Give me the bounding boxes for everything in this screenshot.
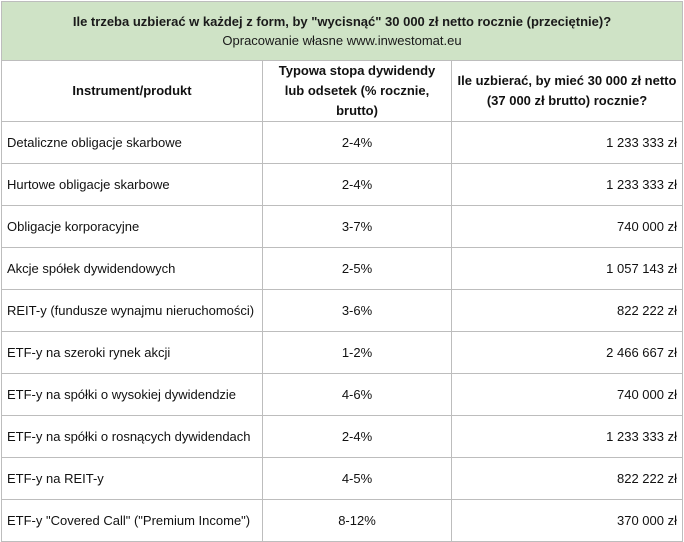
dividend-table [1,1,683,542]
cell-instrument: Obligacje korporacyjne [2,206,263,248]
table-row [2,248,683,290]
cell-instrument: ETF-y na REIT-y [2,458,263,500]
cell-rate: 2-4% [263,164,452,206]
header-rate: Typowa stopa dywidendy lub odsetek (% rocznie, brutto) [263,61,452,122]
cell-rate: 2-4% [263,416,452,458]
title-row [2,2,683,61]
table-row [2,332,683,374]
title-main: Ile trzeba uzbierać w każdej z form, by "wycisnąć" 30 000 zł netto rocznie (przeciętnie)? [72,14,612,29]
cell-amount: 2 466 667 zł [452,332,683,374]
cell-instrument: ETF-y na spółki o wysokiej dywidendzie [2,374,263,416]
cell-amount: 1 233 333 zł [452,122,683,164]
cell-amount: 740 000 zł [452,374,683,416]
cell-rate: 2-4% [263,122,452,164]
cell-instrument: REIT-y (fundusze wynajmu nieruchomości) [2,290,263,332]
cell-instrument: ETF-y na szeroki rynek akcji [2,332,263,374]
table-title [2,2,683,61]
cell-instrument: Detaliczne obligacje skarbowe [2,122,263,164]
header-amount: Ile uzbierać, by mieć 30 000 zł netto (37 000 zł brutto) rocznie? [452,61,683,122]
table-row [2,500,683,542]
cell-amount: 740 000 zł [452,206,683,248]
table-row [2,206,683,248]
cell-rate: 3-6% [263,290,452,332]
cell-rate: 2-5% [263,248,452,290]
header-instrument: Instrument/produkt [2,61,263,122]
cell-amount: 1 233 333 zł [452,416,683,458]
table-row [2,290,683,332]
cell-amount: 822 222 zł [452,458,683,500]
cell-rate: 8-12% [263,500,452,542]
cell-rate: 4-6% [263,374,452,416]
header-row [2,61,683,122]
cell-rate: 1-2% [263,332,452,374]
cell-amount: 822 222 zł [452,290,683,332]
table-row [2,374,683,416]
table-row [2,416,683,458]
cell-instrument: Hurtowe obligacje skarbowe [2,164,263,206]
cell-amount: 370 000 zł [452,500,683,542]
title-source: Opracowanie własne www.inwestomat.eu [222,33,462,48]
cell-amount: 1 057 143 zł [452,248,683,290]
table-row [2,122,683,164]
cell-rate: 4-5% [263,458,452,500]
cell-amount: 1 233 333 zł [452,164,683,206]
cell-instrument: ETF-y "Covered Call" ("Premium Income") [2,500,263,542]
table-row [2,164,683,206]
cell-rate: 3-7% [263,206,452,248]
cell-instrument: ETF-y na spółki o rosnących dywidendach [2,416,263,458]
cell-instrument: Akcje spółek dywidendowych [2,248,263,290]
table-row [2,458,683,500]
